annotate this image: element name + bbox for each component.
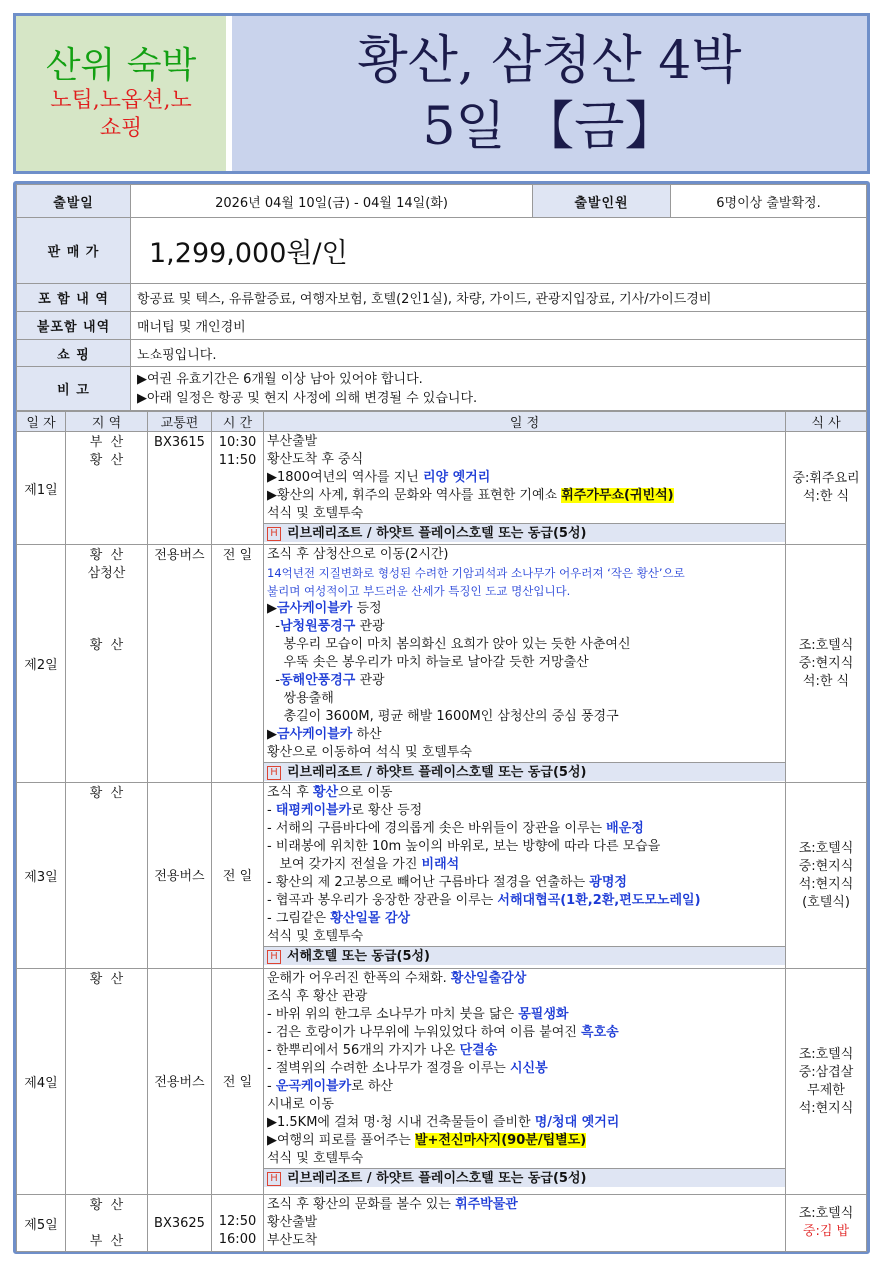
itinerary-line: - 비래봉에 위치한 10m 높이의 바위로, 보는 방향에 따라 다른 모습을	[267, 839, 661, 854]
itinerary-text: 으로 이동	[338, 785, 393, 800]
time: 전 일	[212, 969, 264, 1195]
attraction: 태평케이블카	[275, 803, 352, 818]
tour-title-panel	[232, 16, 867, 171]
region: 황 산	[89, 548, 124, 563]
tour-policy-line2: 쇼핑	[99, 115, 143, 141]
itinerary-line: 부산도착	[267, 1233, 318, 1248]
attraction: 단결송	[459, 1043, 498, 1058]
day-row-4	[17, 969, 867, 1195]
col-region: 지 역	[66, 412, 148, 432]
itinerary-text: - 절벽위의 수려한 소나무가 절경을 이루는	[267, 1061, 510, 1076]
itinerary-text: - 그림같은	[267, 911, 331, 926]
meal: 석:한 식	[802, 673, 850, 689]
itinerary-text: - 검은 호랑이가 나무위에 누워있었다 하여 이름 붙여진	[267, 1025, 582, 1040]
schedule-table	[16, 411, 867, 1252]
time: 전 일	[212, 545, 264, 783]
attraction: 리양 옛거리	[422, 470, 491, 485]
day-label: 제4일	[17, 969, 66, 1195]
itinerary-text: ▶1.5KM에 걸쳐 명·청 시내 건축물들이 즐비한	[267, 1115, 535, 1130]
attraction: 황산	[312, 785, 339, 800]
attraction: 비래석	[421, 857, 460, 872]
price-value: 1,299,000원/인	[131, 218, 867, 284]
hotel-name: 서해호텔 또는 동급(5성)	[287, 949, 431, 964]
shopping-label: 쇼 핑	[17, 340, 131, 367]
include-label: 포 함 내 역	[17, 284, 131, 312]
highlight-massage: 발+전신마사지(90분/팁별도)	[414, 1133, 587, 1148]
itinerary-text: - 서해의 구름바다에 경의롭게 솟은 바위들이 장관을 이루는	[267, 821, 607, 836]
region: 황 산	[89, 1198, 124, 1213]
region: 부 산	[89, 435, 124, 450]
attraction: 황산일몰 감상	[330, 911, 411, 926]
highlight-show: 휘주가무쇼(귀빈석)	[561, 488, 674, 503]
itinerary-text: - 협곡과 봉우리가 웅장한 장관을 이루는	[267, 893, 498, 908]
itinerary-text: 조식 후	[267, 785, 313, 800]
col-meal: 식 사	[786, 412, 867, 432]
itinerary-line: 황산출발	[267, 1215, 318, 1230]
include-value: 항공료 및 텍스, 유류할증료, 여행자보험, 호텔(2인1실), 차량, 가이드, 관광지입장료, 기사/가이드경비	[131, 284, 867, 312]
attraction: 동해안풍경구	[279, 673, 356, 688]
tour-type-title: 산위 숙박	[45, 44, 197, 86]
exclude-label: 불포함 내역	[17, 312, 131, 340]
people-value: 6명이상 출발확정.	[671, 185, 867, 218]
itinerary-line: 황산으로 이동하여 석식 및 호텔투숙	[267, 745, 472, 760]
note-label: 비 고	[17, 367, 131, 411]
itinerary-text: -	[267, 1079, 276, 1094]
itinerary-text: ▶황산의 사계, 휘주의 문화와 역사를 표현한 기예쇼	[267, 488, 562, 503]
shopping-value: 노쇼핑입니다.	[131, 340, 867, 367]
transport: 전용버스	[148, 545, 212, 783]
itinerary-text: 관광	[355, 673, 385, 688]
tour-details	[13, 181, 870, 1254]
time: 10:30	[218, 435, 257, 450]
transport: BX3615	[148, 432, 212, 545]
transport: BX3625	[148, 1195, 212, 1252]
itinerary-text: -	[267, 619, 280, 634]
itinerary-text: -	[267, 673, 280, 688]
hotel-icon: H	[267, 527, 281, 541]
itinerary-text: -	[267, 803, 276, 818]
region: 삼청산	[87, 566, 126, 581]
time: 12:50	[218, 1214, 257, 1229]
attraction: 몽필생화	[518, 1007, 569, 1022]
region: 황 산	[89, 638, 124, 653]
transport: 전용버스	[148, 783, 212, 969]
meal: 중:현지식	[798, 858, 854, 874]
itinerary-text: ▶1800여년의 역사를 지닌	[267, 470, 423, 485]
itinerary-text: 보여 갖가지 전설을 가진	[267, 857, 422, 872]
itinerary-text: - 한뿌리에서 56개의 가지가 나온	[267, 1043, 460, 1058]
itinerary-text: ▶	[267, 601, 277, 616]
attraction: 광명정	[589, 875, 627, 890]
itinerary-line: 조식 후 황산 관광	[267, 989, 368, 1004]
itinerary-text: 운해가 어우러진 한폭의 수채화.	[267, 971, 451, 986]
itinerary-text: 로 황산 등정	[351, 803, 423, 818]
meal: (호텔식)	[802, 894, 850, 910]
itinerary-text: 조식 후 황산의 문화를 볼수 있는	[267, 1197, 456, 1212]
itinerary-text: 로 하산	[351, 1079, 393, 1094]
itinerary-text: - 바위 위의 한그루 소나무가 마치 붓을 닮은	[267, 1007, 519, 1022]
people-label: 출발인원	[533, 185, 671, 218]
attraction: 서해대협곡(1환,2환,편도모노레일)	[497, 893, 701, 908]
region: 부 산	[89, 1234, 124, 1249]
meal: 조:호텔식	[798, 1046, 854, 1062]
exclude-value: 매너팁 및 개인경비	[131, 312, 867, 340]
attraction: 금사케이블카	[277, 601, 353, 616]
hotel-name: 리브레리조트 / 하얏트 플레이스호텔 또는 동급(5성)	[287, 765, 587, 780]
day-label: 제1일	[17, 432, 66, 545]
tour-type-panel	[16, 16, 226, 171]
itinerary-line: 황산도착 후 중식	[267, 452, 364, 467]
day-row-3	[17, 783, 867, 969]
itinerary-text: 관광	[355, 619, 385, 634]
attraction: 황산일출감상	[450, 971, 527, 986]
region: 황 산	[66, 783, 148, 969]
day-label: 제5일	[17, 1195, 66, 1252]
itinerary-line: 석식 및 호텔투숙	[267, 929, 364, 944]
attraction: 명/청대 옛거리	[534, 1115, 620, 1130]
attraction: 흑호송	[581, 1025, 619, 1040]
itinerary-line: 조식 후 삼청산으로 이동(2시간)	[267, 547, 449, 562]
time: 전 일	[212, 783, 264, 969]
depart-date-value: 2026년 04월 10일(금) - 04월 14일(화)	[131, 185, 533, 218]
itinerary-line: 시내로 이동	[267, 1097, 334, 1112]
col-time: 시 간	[212, 412, 264, 432]
hotel-name: 리브레리조트 / 하얏트 플레이스호텔 또는 동급(5성)	[287, 526, 587, 541]
meal: 무제한	[807, 1082, 845, 1098]
attraction: 배운정	[606, 821, 644, 836]
col-day: 일 자	[17, 412, 66, 432]
itinerary-text: ▶	[267, 727, 277, 742]
itinerary-line: 우뚝 솟은 봉우리가 마치 하늘로 날아갈 듯한 거망출산	[267, 655, 589, 670]
meal: 중:삼겹살	[798, 1064, 854, 1080]
note-line: ▶아래 일정은 항공 및 현지 사정에 의해 변경될 수 있습니다.	[137, 390, 478, 406]
region: 황 산	[66, 969, 148, 1195]
attraction: 운곡케이블카	[275, 1079, 352, 1094]
attraction: 남청원풍경구	[279, 619, 356, 634]
col-transport: 교통편	[148, 412, 212, 432]
hotel-icon: H	[267, 1172, 281, 1186]
note-line: ▶여권 유효기간은 6개월 이상 남아 있어야 합니다.	[137, 371, 423, 387]
itinerary-line: 봉우리 모습이 마치 봄의화신 요희가 앉아 있는 듯한 사춘여신	[267, 637, 631, 652]
itinerary-line: 부산출발	[267, 434, 318, 449]
itinerary-line: 총길이 3600M, 평균 해발 1600M인 삼청산의 중심 풍경구	[267, 709, 619, 724]
meal: 중:현지식	[798, 655, 854, 671]
tour-policy-line1: 노팁,노옵션,노	[50, 87, 192, 113]
itinerary-desc: 14억년전 지질변화로 형성된 수려한 기암괴석과 소나무가 어우러져 ‘작은 황산’으로	[267, 566, 685, 580]
day-label: 제2일	[17, 545, 66, 783]
attraction: 시신봉	[509, 1061, 548, 1076]
region: 황 산	[89, 453, 124, 468]
hotel-name: 리브레리조트 / 하얏트 플레이스호텔 또는 동급(5성)	[287, 1171, 587, 1186]
col-itinerary: 일 정	[264, 412, 786, 432]
itinerary-line: 석식 및 호텔투숙	[267, 1151, 364, 1166]
price-label: 판 매 가	[17, 218, 131, 284]
meal: 중:김 밥	[802, 1224, 850, 1239]
attraction: 금사케이블카	[277, 727, 353, 742]
info-table	[16, 184, 867, 411]
day-label: 제3일	[17, 783, 66, 969]
day-row-2	[17, 545, 867, 783]
meal: 조:호텔식	[798, 1206, 854, 1221]
transport: 전용버스	[148, 969, 212, 1195]
meal: 석:한 식	[802, 489, 850, 504]
tour-title-line2: 5일 【금】	[422, 96, 677, 157]
day-row-1	[17, 432, 867, 545]
itinerary-text: 등정	[352, 601, 382, 616]
meal: 조:호텔식	[798, 637, 854, 653]
attraction: 휘주박물관	[455, 1197, 518, 1212]
itinerary-text: - 황산의 제 2고봉으로 빼어난 구름바다 절경을 연출하는	[267, 875, 590, 890]
title-banner	[13, 13, 870, 174]
meal: 석:현지식	[798, 1100, 854, 1116]
day-row-5	[17, 1195, 867, 1252]
itinerary-line: 쌍용출해	[267, 691, 334, 706]
meal: 중:휘주요리	[792, 471, 860, 486]
hotel-icon: H	[267, 766, 281, 780]
itinerary-text: 하산	[352, 727, 382, 742]
tour-title-line1: 황산, 삼청산 4박	[357, 30, 742, 91]
hotel-icon: H	[267, 950, 281, 964]
itinerary-desc: 불리며 여성적이고 부드러운 산세가 특징인 도교 명산입니다.	[267, 584, 571, 598]
itinerary-line: 석식 및 호텔투숙	[267, 506, 364, 521]
time: 16:00	[218, 1232, 257, 1247]
itinerary-text: ▶여행의 피로를 풀어주는	[267, 1133, 415, 1148]
meal: 조:호텔식	[798, 840, 854, 856]
depart-date-label: 출발일	[17, 185, 131, 218]
time: 11:50	[218, 453, 257, 468]
meal: 석:현지식	[798, 876, 854, 892]
